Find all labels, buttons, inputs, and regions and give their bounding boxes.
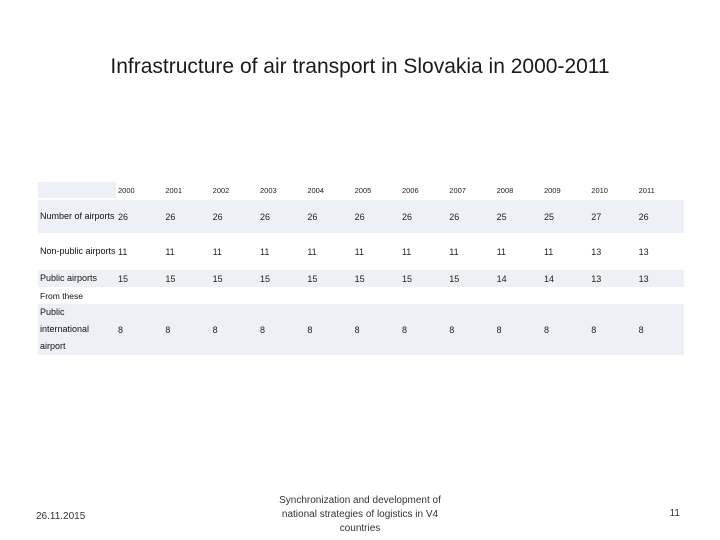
footer-caption: Synchronization and development of national strategies of logistics in V4 countries [279,495,441,534]
slide-title: Infrastructure of air transport in Slovakia in 2000-2011 [110,55,610,78]
table-cell: 8 [400,304,447,357]
table-cell: 15 [258,270,305,289]
table-cell: 11 [116,235,163,270]
table-cell: 26 [258,200,305,235]
table-cell: 13 [589,235,636,270]
data-table [38,182,684,357]
year-header-cell: 2002 [211,182,258,200]
year-header-cell: 2001 [163,182,210,200]
table-cell: 26 [637,200,684,235]
table-cell [495,289,542,304]
page-number: 11 [669,508,680,519]
table-row [38,270,684,289]
table-cell: 11 [258,235,305,270]
table-cell [589,289,636,304]
table-cell: 8 [353,304,400,357]
table-cell [542,289,589,304]
table-cell: 26 [353,200,400,235]
table-cell: 15 [305,270,352,289]
table-cell: 26 [211,200,258,235]
table-cell: 26 [447,200,494,235]
table-cell: 26 [400,200,447,235]
table-cell: 13 [589,270,636,289]
table-cell: 15 [400,270,447,289]
table-cell [163,289,210,304]
year-header-cell: 2004 [305,182,352,200]
table-cell: 11 [163,235,210,270]
table-row [38,200,684,235]
table-cell [637,289,684,304]
table-cell: 25 [495,200,542,235]
table-cell: 27 [589,200,636,235]
table-cell: 15 [447,270,494,289]
row-label: Public international airport [38,304,116,357]
table-cell: 15 [116,270,163,289]
year-header-cell: 2008 [495,182,542,200]
table-header-row [38,182,684,200]
row-label: Non-public airports [38,235,116,270]
year-header-cell: 2007 [447,182,494,200]
table-cell: 25 [542,200,589,235]
row-label: Number of airports [38,200,116,235]
table-cell [211,289,258,304]
table-cell: 8 [258,304,305,357]
table-cell: 8 [542,304,589,357]
table-cell: 8 [305,304,352,357]
table-cell: 11 [353,235,400,270]
table-cell: 15 [163,270,210,289]
table-cell [447,289,494,304]
table-cell: 13 [637,235,684,270]
table-cell: 8 [163,304,210,357]
table-cell: 8 [447,304,494,357]
table-cell [305,289,352,304]
table-cell: 8 [589,304,636,357]
table-cell [258,289,305,304]
year-header-cell: 2000 [116,182,163,200]
table-cell: 14 [495,270,542,289]
table-cell: 26 [163,200,210,235]
year-header-cell: 2010 [589,182,636,200]
year-header-cell: 2006 [400,182,447,200]
table-cell: 8 [211,304,258,357]
year-header-cell: 2009 [542,182,589,200]
table-cell [116,289,163,304]
table-cell [400,289,447,304]
table-cell: 11 [400,235,447,270]
table-cell: 26 [116,200,163,235]
table-cell: 15 [353,270,400,289]
table-cell: 13 [637,270,684,289]
row-label: Public airports [38,270,116,289]
table-cell: 11 [305,235,352,270]
table-cell: 11 [211,235,258,270]
table-cell: 11 [495,235,542,270]
footer-date: 26.11.2015 [36,511,86,522]
table-row [38,235,684,270]
table-corner-cell [38,182,116,200]
year-header-cell: 2005 [353,182,400,200]
table-row [38,289,684,304]
table-cell: 26 [305,200,352,235]
table-cell: 15 [211,270,258,289]
table-cell: 8 [495,304,542,357]
table-cell: 11 [542,235,589,270]
year-header-cell: 2003 [258,182,305,200]
row-label: From these [38,289,116,304]
table-cell: 8 [637,304,684,357]
table-cell [353,289,400,304]
table-cell: 14 [542,270,589,289]
table-cell: 8 [116,304,163,357]
table-cell: 11 [447,235,494,270]
table-row [38,304,684,357]
year-header-cell: 2011 [637,182,684,200]
